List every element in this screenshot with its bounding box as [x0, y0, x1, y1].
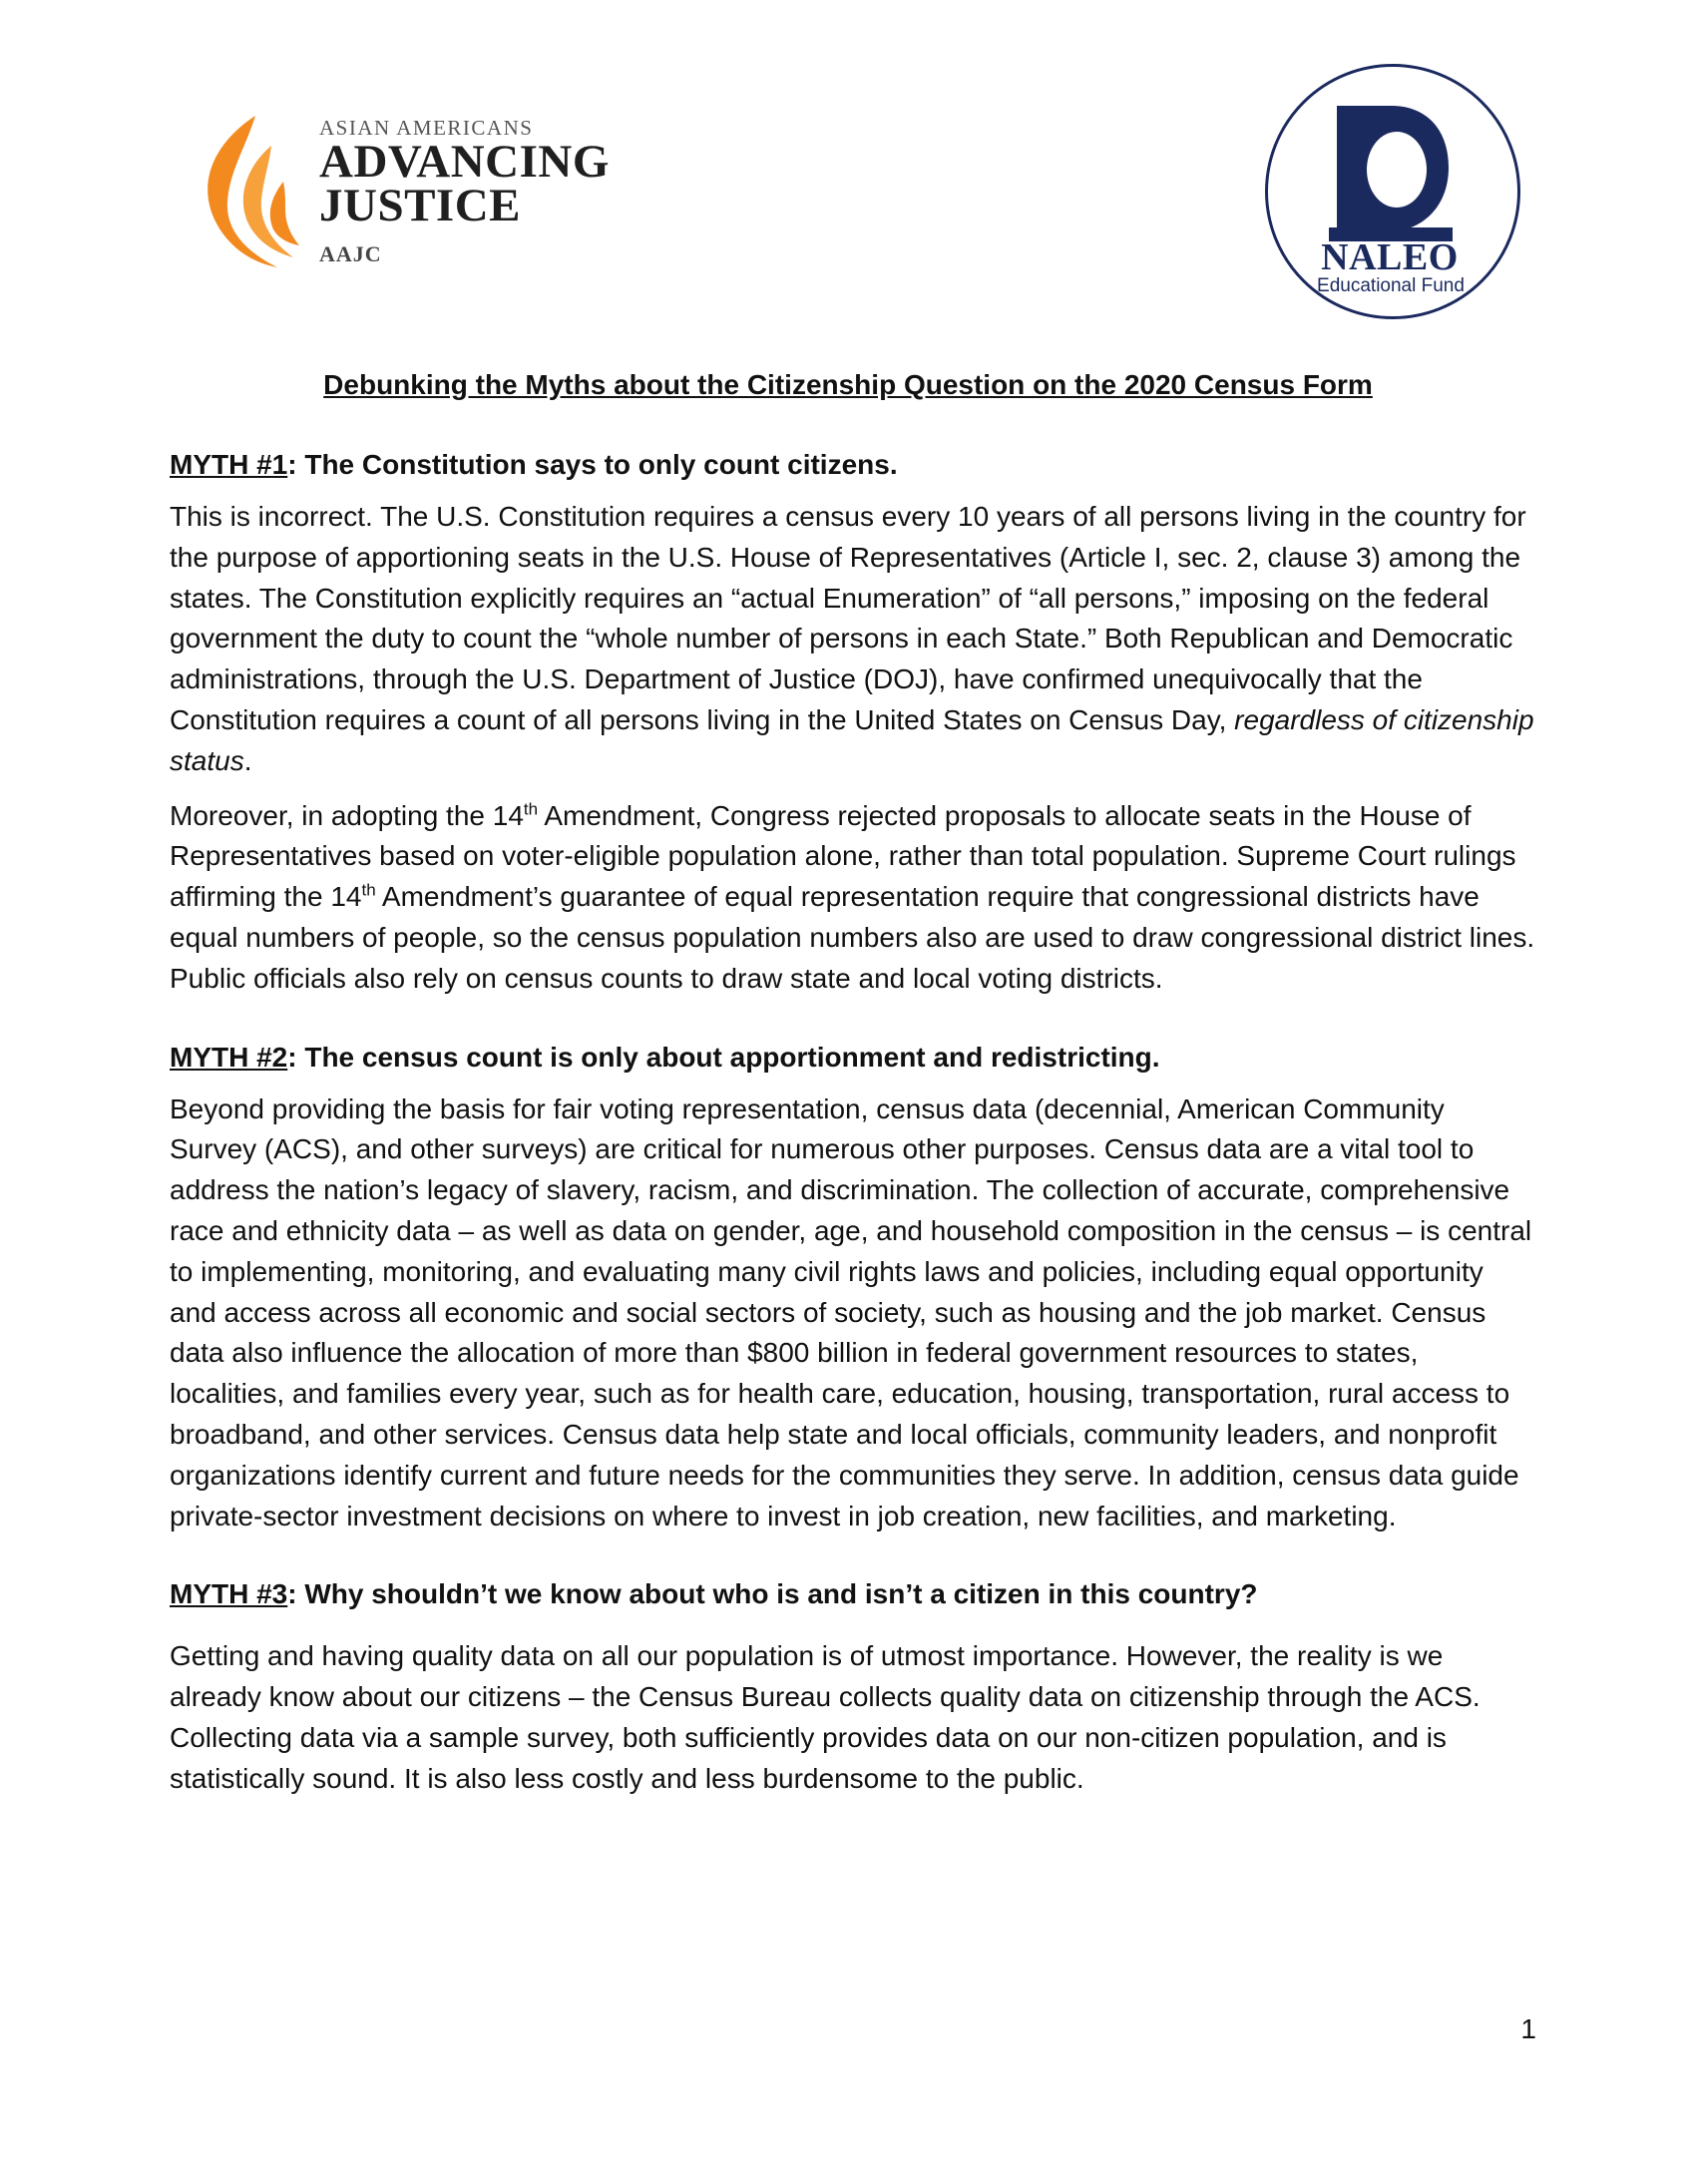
aajc-line2: ADVANCING — [319, 136, 610, 188]
myth2-heading — [170, 1040, 1536, 1076]
myth1-sup-2: th — [361, 880, 376, 900]
myth1-sup-1: th — [523, 799, 539, 819]
myth1-p1-main: This is incorrect. The U.S. Constitution requires a census every 10 years of all persons living in the country for the purpose of apportioning seats in the U.S. House of Representatives (Article I, sec. 2, clause 3) among the states. The Constitution explicitly requires an “actual Enumeration” of “all persons,” imposing on the federal government the duty to count the “whole number of persons in each State.” Both Republican and Democratic administrations, through the U.S. Department of Justice (DOJ), have confirmed unequivocally that the Constitution requires a count of all persons living in the United States on Census Day, — [170, 501, 1526, 735]
naleo-mark-icon — [1329, 102, 1453, 241]
aajc-line1: ASIAN AMERICANS — [319, 116, 534, 140]
myth3-heading — [170, 1576, 1536, 1612]
myth3-heading-text: : Why shouldn’t we know about who is and isn’t a citizen in this country? — [287, 1578, 1258, 1610]
myth1-label: MYTH #1 — [170, 449, 288, 480]
naleo-logo — [1265, 64, 1520, 319]
document-body — [170, 447, 1536, 1800]
myth1-p2-b: Amendment, Congress rejected proposals to allocate seats in the House of Representatives based on voter-eligible population alone, rather than total population. Supreme Court rulings affirming the 14 — [170, 799, 1516, 913]
aajc-abbr: AAJC — [319, 241, 382, 266]
aajc-logo — [186, 112, 625, 281]
myth1-heading-text: : The Constitution says to only count citizens. — [287, 449, 898, 480]
myth1-p2-c: Amendment’s guarantee of equal representation require that congressional districts have equal numbers of people, so the census population numbers also are used to draw congressional district lines. Public officials also rely on census counts to draw state and local voting districts. — [170, 881, 1535, 994]
myth3-label: MYTH #3 — [170, 1578, 288, 1610]
myth1-paragraph-1 — [170, 497, 1536, 782]
myth2-heading-text: : The census count is only about apportionment and redistricting. — [287, 1041, 1160, 1073]
myth2-paragraph-1: Beyond providing the basis for fair voting representation, census data (decennial, American Community Survey (ACS), and other surveys) are critical for numerous other purposes. Census data are a vital tool to address the nation’s legacy of slavery, racism, and discrimination. The collection of accurate, comprehensive race and ethnicity data – as well as data on gender, age, and household composition in the census – is central to implementing, monitoring, and evaluating many civil rights laws and policies, including equal opportunity and access across all economic and social sectors of society, such as housing and the job market. Census data also influence the allocation of more than $800 billion in federal government resources to states, localities, and families every year, such as for health care, education, housing, transportation, rural access to broadband, and other services. Census data help state and local officials, community leaders, and nonprofit organizations identify current and future needs for the communities they serve. In addition, census data guide private-sector investment decisions on where to invest in job creation, new facilities, and marketing. — [170, 1092, 1532, 1531]
myth1-p2-a: Moreover, in adopting the 14 — [170, 799, 524, 831]
myth1-p1-italic: regardless of citizenship status — [170, 703, 1534, 776]
myth2-label: MYTH #2 — [170, 1041, 288, 1073]
aajc-line3: JUSTICE — [319, 180, 522, 231]
myth1-paragraph-2 — [170, 796, 1536, 1000]
page-number: 1 — [1520, 2013, 1536, 2044]
myth1-p1-end: . — [243, 744, 252, 776]
naleo-subtitle: Educational Fund — [1317, 275, 1465, 296]
naleo-word: NALEO — [1321, 236, 1459, 278]
flame-icon — [186, 112, 305, 271]
document-title: Debunking the Myths about the Citizenship Question on the 2020 Census Form — [323, 369, 1373, 400]
myth1-heading — [170, 447, 1536, 483]
myth3-paragraph-1: Getting and having quality data on all our population is of utmost importance. However, the reality is we already know about our citizens – the Census Bureau collects quality data on citizenship through the ACS. Collecting data via a sample survey, both sufficiently provides data on our non-citizen population, and is statistically sound. It is also less costly and less burdensome to the public. — [170, 1640, 1481, 1794]
